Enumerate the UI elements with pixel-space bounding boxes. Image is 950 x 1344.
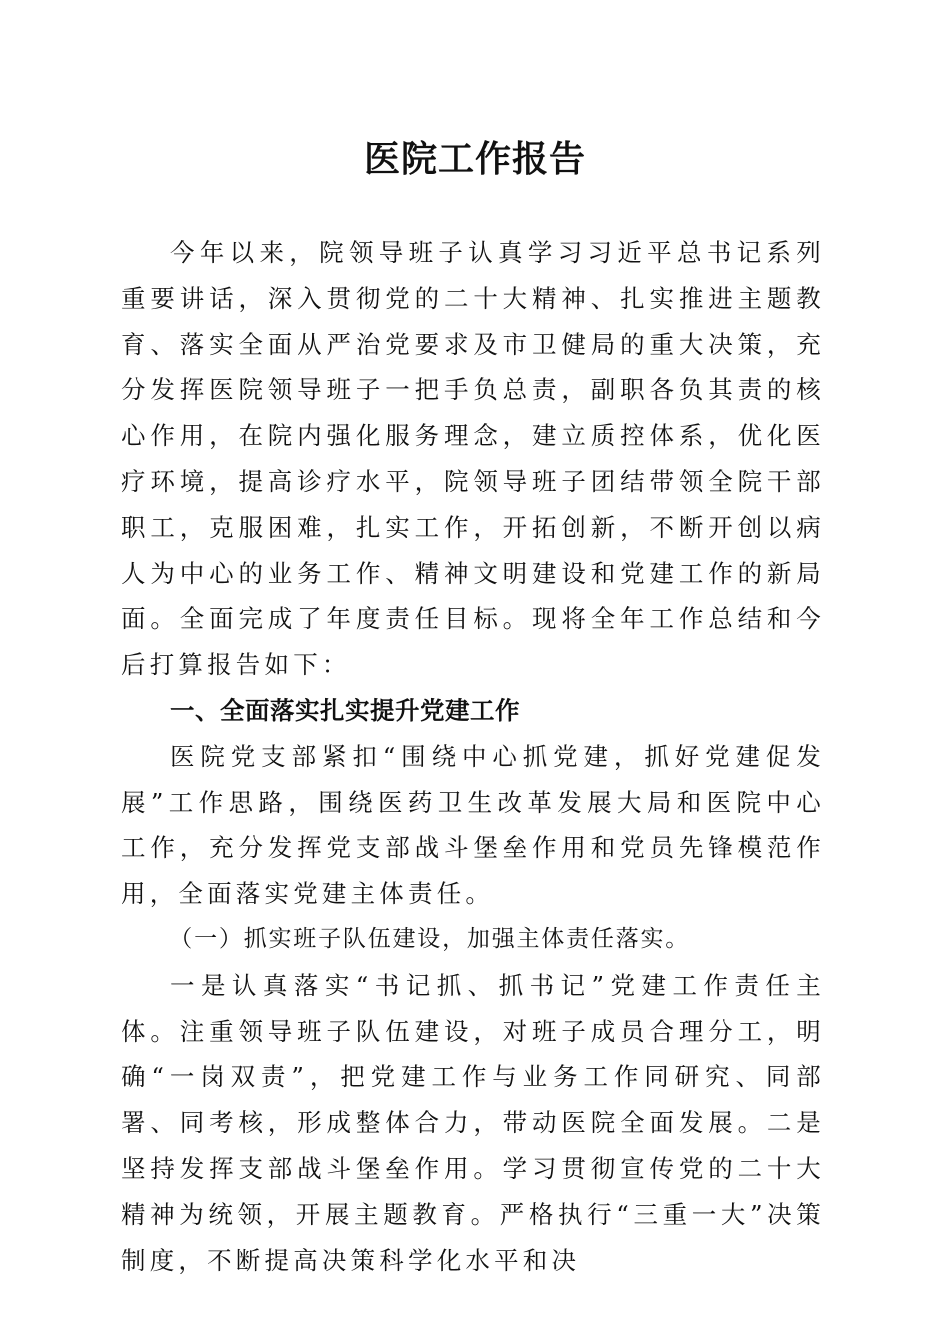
section-heading: 一、全面落实扎实提升党建工作: [170, 695, 520, 725]
document-title: 医院工作报告: [363, 138, 586, 180]
document-body: [121, 230, 825, 1283]
subsection-paragraph: 一是认真落实“书记抓、抓书记”党建工作责任主体。注重领导班子队伍建设，对班子成员合理分工，明确“一岗双责”，把党建工作与业务工作同研究、同部署、同考核，形成整体合力，带动医院全面发展。二是坚持发挥支部战斗堡垒作用。学习贯彻宣传党的二十大精神为统领，开展主题教育。严格执行“三重一大”决策制度，不断提高决策科学化水平和决: [121, 970, 825, 1275]
intro-paragraph: 今年以来，院领导班子认真学习习近平总书记系列重要讲话，深入贯彻党的二十大精神、扎实推进主题教育、落实全面从严治党要求及市卫健局的重大决策，充分发挥医院领导班子一把手负总责，副职各负其责的核心作用，在院内强化服务理念，建立质控体系，优化医疗环境，提高诊疗水平，院领导班子团结带领全院干部职工，克服困难，扎实工作，开拓创新，不断开创以病人为中心的业务工作、精神文明建设和党建工作的新局面。全面完成了年度责任目标。现将全年工作总结和今后打算报告如下：: [121, 238, 825, 680]
section-paragraph: 医院党支部紧扣“围绕中心抓党建，抓好党建促发展”工作思路，围绕医药卫生改革发展大局和医院中心工作，充分发挥党支部战斗堡垒作用和党员先锋模范作用，全面落实党建主体责任。: [121, 741, 825, 909]
subsection-heading: （一）抓实班子队伍建设，加强主体责任落实。: [169, 925, 691, 952]
